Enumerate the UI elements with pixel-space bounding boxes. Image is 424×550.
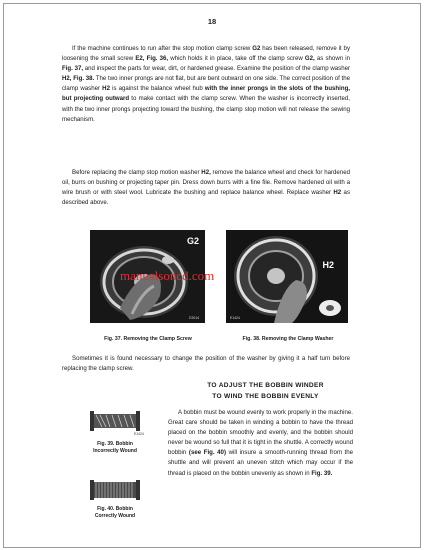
bold-run: E2, Fig. 36, <box>135 55 169 63</box>
paragraph-washer-position <box>62 354 350 374</box>
bold-run: H2, <box>201 169 211 176</box>
bobbin-incorrect-image <box>90 411 140 431</box>
text-run: which holds it in place, take off the clamp screw <box>168 55 305 63</box>
text-run: has been released, remove it by loosening the small screw <box>62 45 350 63</box>
figure-39-tag: E1424 <box>134 432 144 436</box>
figure-37-tag: E2014 <box>189 316 199 320</box>
text-run: and inspect the parts for wear, dirt, or hardened grease. Examine the position of the clamp washer <box>83 65 350 73</box>
heading-line-1: TO ADJUST THE BOBBIN WINDER <box>207 382 324 389</box>
text-run: as described above. <box>62 189 350 207</box>
text-run: The two inner prongs are not flat, but are bent outward on one side. The correct position of the clamp washer <box>62 75 351 93</box>
text-run: If the machine continues to run after the stop motion clamp screw <box>72 45 253 52</box>
paragraph-bobbin-winding <box>168 408 353 479</box>
bobbin-correct-image <box>90 480 140 500</box>
bold-run: with the inner prongs in the slots of the bushing, but projecting outward <box>62 85 350 103</box>
figure-38-tag: E1424 <box>230 316 240 320</box>
paragraph-clamp-screw <box>62 44 350 125</box>
bold-run: G2 <box>252 45 261 52</box>
figure-37-label: G2 <box>186 236 199 246</box>
watermark: manualsoncd.com <box>120 268 215 283</box>
clamp-washer-image <box>226 230 348 323</box>
bold-run: H2 <box>333 189 342 197</box>
bold-run: (see Fig. 40) <box>188 449 226 457</box>
paragraph-clamp-washer <box>62 168 350 208</box>
heading-line-2: TO WIND THE BOBBIN EVENLY <box>212 393 319 400</box>
figure-39-caption-line-2: Incorrectly Wound <box>93 447 137 454</box>
bold-run: Fig. 37, <box>62 65 84 73</box>
text-run: is against the balance wheel hub <box>109 85 205 93</box>
figure-39-bobbin <box>90 411 140 436</box>
text-run: to make contact with the clamp screw. When the washer is incorrectly inserted, with the two inner prongs projecting toward the bushing, the clamp stop motion will not release the sewing mechanism. <box>62 95 351 123</box>
figure-40-caption-line-1: Fig. 40. Bobbin <box>97 506 133 512</box>
text-run: Before replacing the clamp stop motion washer <box>72 169 202 176</box>
page-number: 18 <box>207 17 217 26</box>
figure-38-photo <box>226 230 348 323</box>
bold-run: G2, <box>304 55 315 63</box>
figure-38-label: H2 <box>322 260 334 270</box>
section-heading-bobbin-winder <box>178 380 353 402</box>
text-run: A bobbin must be wound evenly to work properly in the machine. Great care should be taken in winding a bobbin to have the thread placed on the bobbin smoothly and evenly, and the bobbin should never be wound so full that it is tight in the shuttle. A correctly wound bobbin <box>168 409 353 457</box>
figure-38-caption: Fig. 38. Removing the Clamp Washer <box>242 336 334 342</box>
bold-run: H2, Fig. 38. <box>62 75 95 83</box>
figure-40-caption <box>82 506 148 519</box>
figure-40-bobbin <box>90 480 140 505</box>
bold-run: Fig. 39. <box>311 469 333 477</box>
text-run: will insure a smooth-running thread from the shuttle and will prevent an uneven stitch which may occur if the thread is placed on the bobbin unevenly as shown in <box>168 449 353 477</box>
figure-39-caption-line-1: Fig. 39. Bobbin <box>97 441 133 447</box>
figure-40-caption-line-2: Correctly Wound <box>94 512 136 519</box>
bold-run: H2 <box>102 85 110 93</box>
text-run: as shown in <box>314 55 351 63</box>
figure-39-caption <box>82 441 148 454</box>
figure-37-caption: Fig. 37. Removing the Clamp Screw <box>104 336 192 342</box>
text-run: Sometimes it is found necessary to change the position of the washer by giving it a half turn before replacing the clamp screw. <box>62 355 350 373</box>
text-run: remove the balance wheel and check for hardened oil, burrs on bushing or projecting taper pin. Dress down burrs with a fine file. Remove hardened oil with a wire brush or with steel wool. Lubricate the bushing and replace balance wheel. Replace washer <box>62 169 350 197</box>
